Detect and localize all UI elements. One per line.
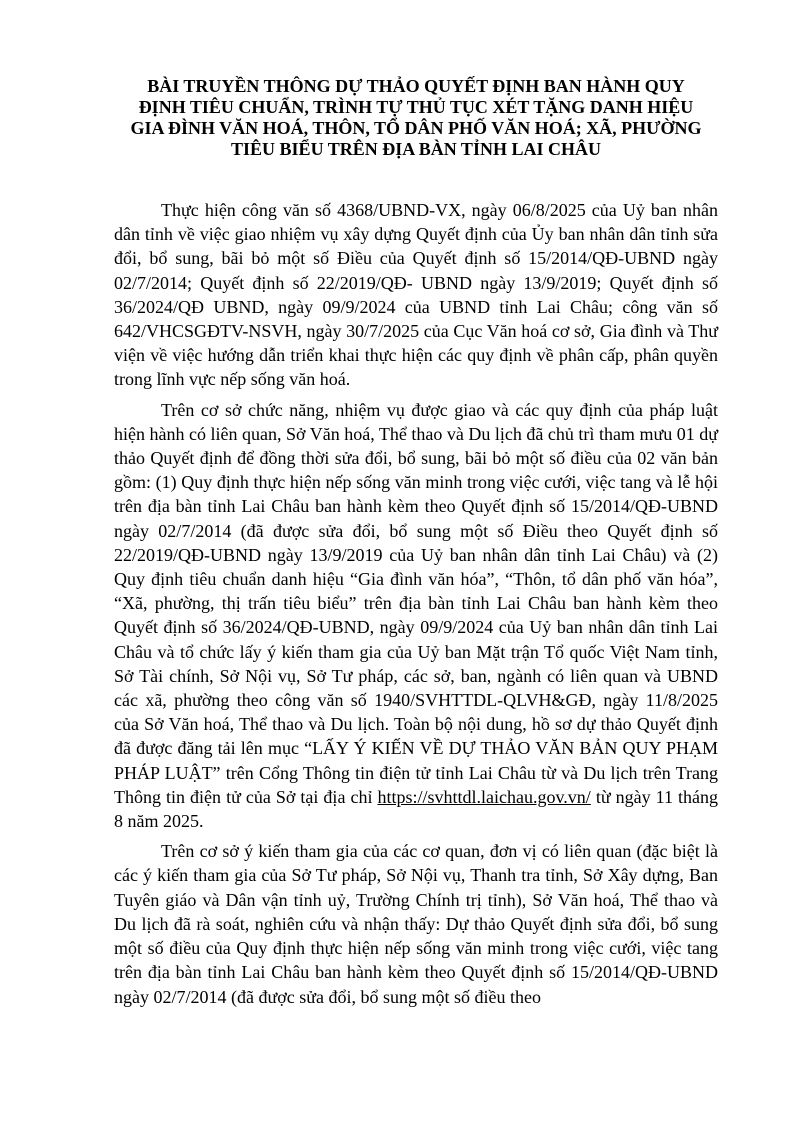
document-body xyxy=(114,198,718,1009)
paragraph-3: Trên cơ sở ý kiến tham gia của các cơ quan, đơn vị có liên quan (đặc biệt là các ý kiến tham gia của Sở Tư pháp, Sở Nội vụ, Thanh tra tỉnh, Sở Xây dựng, Ban Tuyên giáo và Dân vận tỉnh uỷ, Trường Chính trị tỉnh), Sở Văn hoá, Thể thao và Du lịch đã rà soát, nghiên cứu và nhận thấy: Dự thảo Quyết định sửa đổi, bổ sung một số điều của Quy định thực hiện nếp sống văn minh trong việc cưới, việc tang trên địa bàn tỉnh Lai Châu ban hành kèm theo Quyết định số 15/2014/QĐ-UBND ngày 02/7/2014 (đã được sửa đổi, bổ sung một số điều theo xyxy=(114,841,718,1007)
document-title: BÀI TRUYỀN THÔNG DỰ THẢO QUYẾT ĐỊNH BAN HÀNH QUY ĐỊNH TIÊU CHUẨN, TRÌNH TỰ THỦ TỤC XÉT TẶNG DANH HIỆU GIA ĐÌNH VĂN HOÁ, THÔN, TỔ DÂN PHỐ VĂN HOÁ; XÃ, PHƯỜNG TIÊU BIỂU TRÊN ĐỊA BÀN TỈNH LAI CHÂU xyxy=(130,76,702,159)
document-page xyxy=(114,76,718,1009)
website-link[interactable]: https://svhttdl.laichau.gov.vn/ xyxy=(377,786,591,807)
paragraph-1: Thực hiện công văn số 4368/UBND-VX, ngày 06/8/2025 của Uỷ ban nhân dân tỉnh về việc giao nhiệm vụ xây dựng Quyết định của Ủy ban nhân dân tỉnh sửa đổi, bổ sung, bãi bỏ một số Điều của Quyết định số 15/2014/QĐ-UBND ngày 02/7/2014; Quyết định số 22/2019/QĐ- UBND ngày 13/9/2019; Quyết định số 36/2024/QĐ UBND, ngày 09/9/2024 của UBND tỉnh Lai Châu; công văn số 642/VHCSGĐTV-NSVH, ngày 30/7/2025 của Cục Văn hoá cơ sở, Gia đình và Thư viện về việc hướng dẫn triển khai thực hiện các quy định về phân cấp, phân quyền trong lĩnh vực nếp sống văn hoá. xyxy=(114,200,718,390)
paragraph-2-tail: từ ngày 11 tháng 8 năm 2025. xyxy=(114,786,718,832)
paragraph-2-text: Trên cơ sở chức năng, nhiệm vụ được giao và các quy định của pháp luật hiện hành có liên quan, Sở Văn hoá, Thể thao và Du lịch đã chủ trì tham mưu 01 dự thảo Quyết định để đồng thời sửa đổi, bổ sung, bãi bỏ một số điều của 02 văn bản gồm: (1) Quy định thực hiện nếp sống văn minh trong việc cưới, việc tang và lễ hội trên địa bàn tỉnh Lai Châu ban hành kèm theo Quyết định số 15/2014/QĐ-UBND ngày 02/7/2014 (đã được sửa đổi, bổ sung một số Điều theo Quyết định số 22/2019/QĐ-UBND ngày 13/9/2019 của Uỷ ban nhân dân tỉnh Lai Châu) và (2) Quy định tiêu chuẩn danh hiệu “Gia đình văn hóa”, “Thôn, tổ dân phố văn hóa”, “Xã, phường, thị trấn tiêu biểu” trên địa bàn tỉnh Lai Châu ban hành kèm theo Quyết định số 36/2024/QĐ-UBND, ngày 09/9/2024 của Uỷ ban nhân dân tỉnh Lai Châu và tổ chức lấy ý kiến tham gia của Uỷ ban Mặt trận Tổ quốc Việt Nam tỉnh, Sở Tài chính, Sở Nội vụ, Sở Tư pháp, các sở, ban, ngành có liên quan và UBND các xã, phường theo công văn số 1940/SVHTTDL-QLVH&GĐ, ngày 11/8/2025 của Sở Văn hoá, Thể thao và Du lịch. Toàn bộ nội dung, hồ sơ dự thảo Quyết định đã được đăng tải lên mục “LẤY Ý KIẾN VỀ DỰ THẢO VĂN BẢN QUY PHẠM PHÁP LUẬT” trên Cổng Thông tin điện tử tỉnh Lai Châu từ và Du lịch trên Trang Thông tin điện tử của Sở tại địa chỉ xyxy=(114,399,718,807)
paragraph-2 xyxy=(114,398,718,834)
